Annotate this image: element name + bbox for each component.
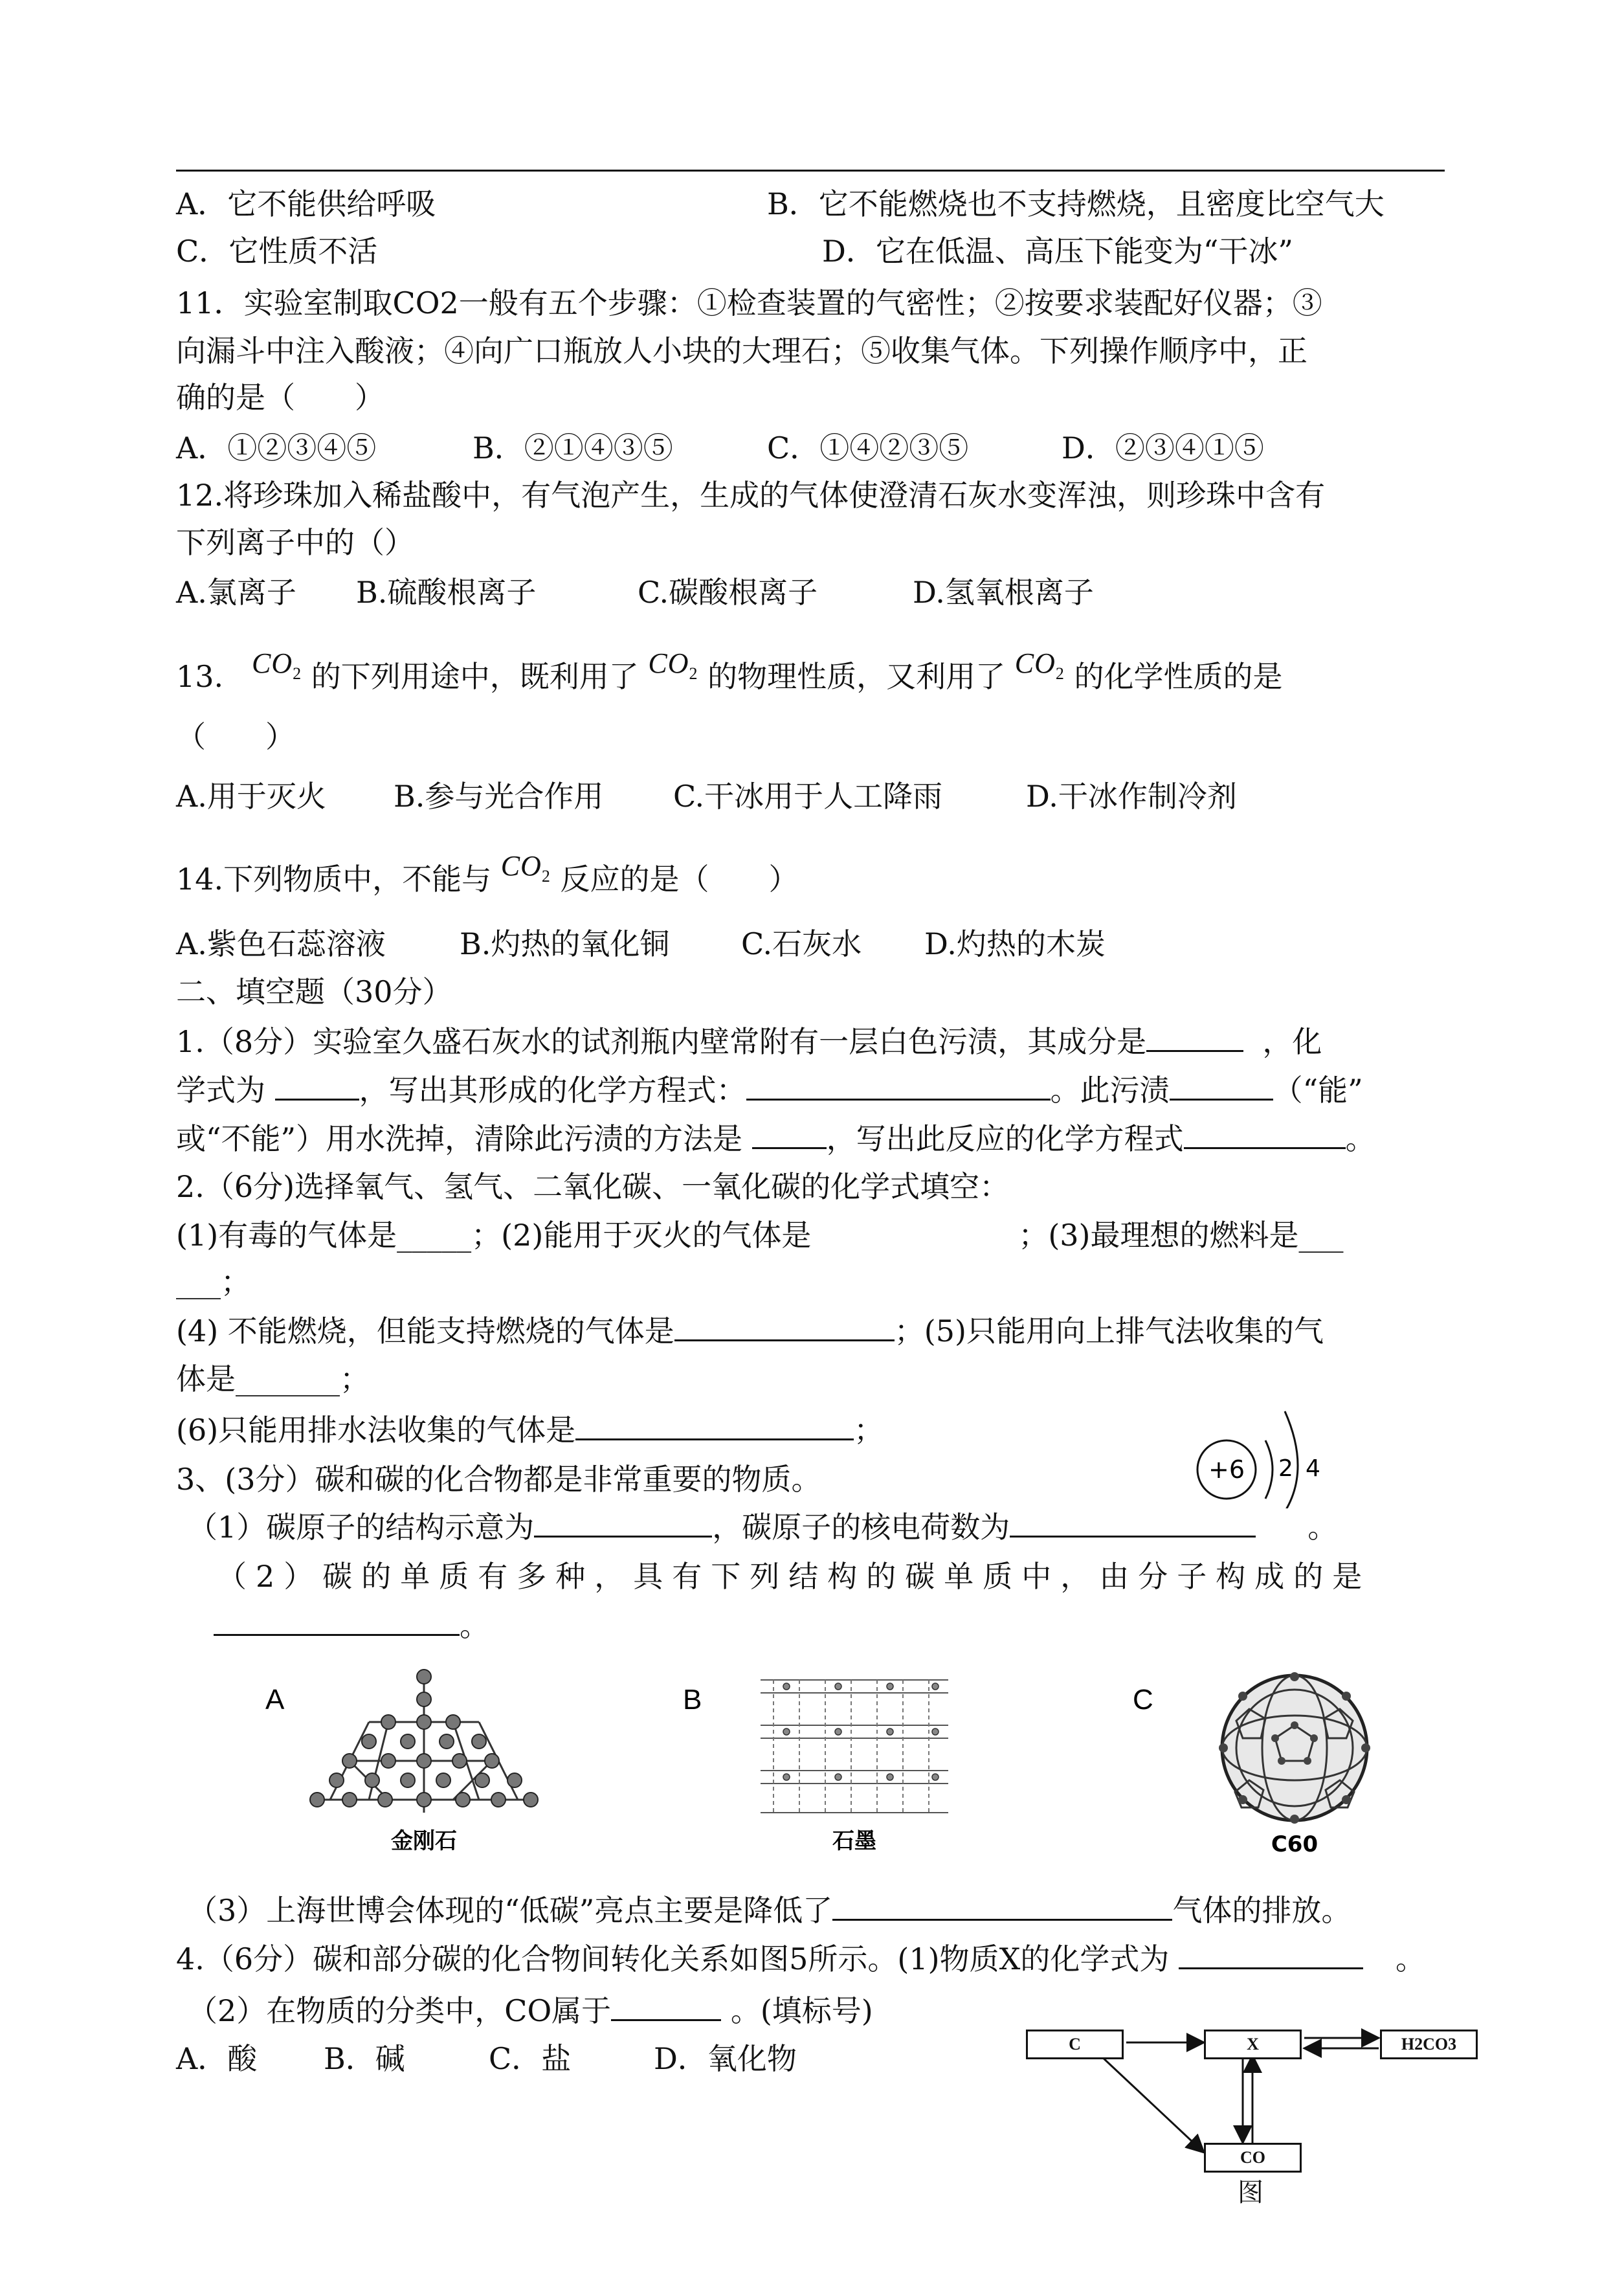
f3-line5: （3）上海世博会体现的“低碳”亮点主要是降低了 气体的排放。 <box>188 1890 1351 1930</box>
f1-line2: 学式为 ，写出其形成的化学方程式： 。此污渍 （“能” <box>176 1070 1363 1110</box>
f2-line2: (1)有毒的气体是_____；(2)能用于灭火的气体是 ；(3)最理想的燃料是___ <box>176 1218 1344 1253</box>
answer-blank[interactable] <box>1184 1119 1346 1149</box>
answer-blank[interactable] <box>674 1311 895 1341</box>
f3-line2: （1）碳原子的结构示意为 ，碳原子的核电荷数为 。 <box>188 1507 1337 1547</box>
q13-option-d: D.干冰作制冷剂 <box>1026 779 1237 814</box>
answer-blank[interactable] <box>534 1507 712 1538</box>
f2-line4: (4) 不能燃烧，但能支持燃烧的气体是 ；(5)只能用向上排气法收集的气 <box>176 1311 1324 1350</box>
q13-text3: 的化学性质的是 <box>1074 659 1283 694</box>
q11-option-d: D．②③④①⑤ <box>1062 431 1264 465</box>
q12-line1: 12.将珍珠加入稀盐酸中，有气泡产生，生成的气体使澄清石灰水变浑浊，则珍珠中含有 <box>176 478 1326 513</box>
q14-text2: 反应的是（ ） <box>560 862 799 897</box>
node-co: CO <box>1204 2143 1302 2173</box>
co2-formula: $CO_2$ <box>500 850 551 886</box>
q10-option-b: B．它不能燃烧也不支持燃烧，且密度比空气大 <box>767 186 1385 221</box>
f2-line1: 2.（6分)选择氧气、氢气、二氧化碳、一氧化碳的化学式填空： <box>176 1169 1010 1204</box>
q13-option-b: B.参与光合作用 <box>394 779 604 814</box>
shell-2-count: 4 <box>1306 1455 1320 1482</box>
co2-formula: $CO_2$ <box>1014 647 1065 683</box>
q13-line1 <box>176 647 1283 708</box>
q11-option-a: A．①②③④⑤ <box>176 431 377 465</box>
answer-blank[interactable] <box>611 1991 721 2021</box>
figure-label-a: A <box>265 1684 285 1716</box>
figure-name-c60: C60 <box>1271 1831 1318 1857</box>
answer-blank[interactable] <box>746 1070 1051 1101</box>
header-rule <box>176 170 1445 172</box>
q12-line2: 下列离子中的（） <box>176 525 414 560</box>
q13-option-c: C.干冰用于人工降雨 <box>673 779 943 814</box>
figure-name-graphite: 石墨 <box>832 1828 876 1854</box>
electron-shell-1 <box>1265 1440 1273 1499</box>
q14-option-b: B.灼热的氧化铜 <box>460 926 670 961</box>
q13-text2: 的物理性质，又利用了 <box>707 659 1006 694</box>
diagram-caption: 图 <box>1238 2178 1263 2208</box>
answer-blank[interactable] <box>575 1410 854 1440</box>
node-x: X <box>1204 2030 1302 2059</box>
figure-label-b: B <box>683 1684 702 1716</box>
q12-option-d: D.氢氧根离子 <box>913 575 1094 610</box>
c60-structure-figure <box>1120 1664 1430 1858</box>
f1-line3: 或“不能”）用水洗掉，清除此污渍的方法是 ，写出此反应的化学方程式 。 <box>176 1119 1375 1158</box>
q10-option-d: D．它在低温、高压下能变为“干冰” <box>822 234 1293 269</box>
answer-blank[interactable] <box>1146 1022 1243 1052</box>
q14-text1: 14.下列物质中，不能与 <box>176 862 492 897</box>
answer-blank[interactable] <box>832 1890 1172 1921</box>
shell-1-count: 2 <box>1278 1455 1293 1482</box>
f4-option-c: C．盐 <box>489 2041 572 2076</box>
f1-line1: 1.（8分）实验室久盛石灰水的试剂瓶内壁常附有一层白色污渍，其成分是 ，化 <box>176 1022 1322 1061</box>
answer-blank[interactable] <box>1010 1507 1256 1538</box>
q11-line2: 向漏斗中注入酸液；④向广口瓶放人小块的大理石；⑤收集气体。下列操作顺序中，正 <box>176 333 1307 368</box>
section-heading: 二、填空题（30分） <box>176 974 452 1009</box>
f4-line2: （2）在物质的分类中，CO属于 。(填标号) <box>188 1991 873 2030</box>
q13-text1: 的下列用途中，既利用了 <box>311 659 639 694</box>
node-c: C <box>1026 2030 1124 2059</box>
co2-formula: $CO_2$ <box>252 647 302 683</box>
q11-option-b: B．②①④③⑤ <box>473 431 673 465</box>
q14-line1 <box>176 850 799 910</box>
co2-formula: $CO_2$ <box>648 647 698 683</box>
q13-line2: （ ） <box>176 719 295 754</box>
q12-option-b: B.硫酸根离子 <box>356 575 537 610</box>
diamond-structure-figure <box>259 1664 608 1858</box>
q11-line3: 确的是（ ） <box>176 380 384 415</box>
q12-option-c: C.碳酸根离子 <box>638 575 818 610</box>
f4-line1: 4.（6分）碳和部分碳的化合物间转化关系如图5所示。(1)物质X的化学式为 。 <box>176 1939 1425 1978</box>
q11-option-c: C．①④②③⑤ <box>767 431 969 465</box>
node-h2co3: H2CO3 <box>1380 2030 1478 2059</box>
f3-line1: 3、(3分）碳和碳的化合物都是非常重要的物质。 <box>176 1462 821 1497</box>
q10-option-a: A．它不能供给呼吸 <box>176 186 436 221</box>
figure-label-c: C <box>1133 1684 1153 1716</box>
q11-line1: 11．实验室制取CO2一般有五个步骤：①检查装置的气密性；②按要求装配好仪器；③ <box>176 285 1322 320</box>
answer-blank[interactable] <box>214 1605 460 1636</box>
answer-blank[interactable] <box>275 1070 359 1101</box>
q12-option-a: A.氯离子 <box>176 575 296 610</box>
q14-option-d: D.灼热的木炭 <box>924 926 1106 961</box>
answer-blank[interactable] <box>1170 1070 1273 1101</box>
f4-option-a: A．酸 <box>176 2041 258 2076</box>
q14-option-a: A.紫色石蕊溶液 <box>176 926 386 961</box>
f3-line3: （2）碳的单质有多种，具有下列结构的碳单质中，由分子构成的是 <box>217 1559 1372 1594</box>
f4-option-d: D．氧化物 <box>654 2041 797 2076</box>
f4-option-b: B．碱 <box>324 2041 405 2076</box>
f2-line6: (6)只能用排水法收集的气体是 ； <box>176 1410 884 1449</box>
graphite-structure-figure <box>676 1664 1026 1858</box>
q13-number: 13. <box>176 659 224 694</box>
q14-option-c: C.石灰水 <box>741 926 862 961</box>
f2-line3: ___； <box>176 1264 250 1299</box>
q10-option-c: C．它性质不活 <box>176 234 378 269</box>
answer-blank[interactable] <box>752 1119 827 1149</box>
answer-blank[interactable] <box>1179 1939 1363 1969</box>
f2-line5: 体是_______； <box>176 1361 370 1396</box>
carbon-atom-diagram <box>1181 1385 1350 1508</box>
nucleus-charge: +6 <box>1208 1455 1245 1484</box>
figure-name-diamond: 金刚石 <box>391 1828 457 1854</box>
f3-line4: 。 <box>214 1605 489 1645</box>
q13-option-a: A.用于灭火 <box>176 779 326 814</box>
